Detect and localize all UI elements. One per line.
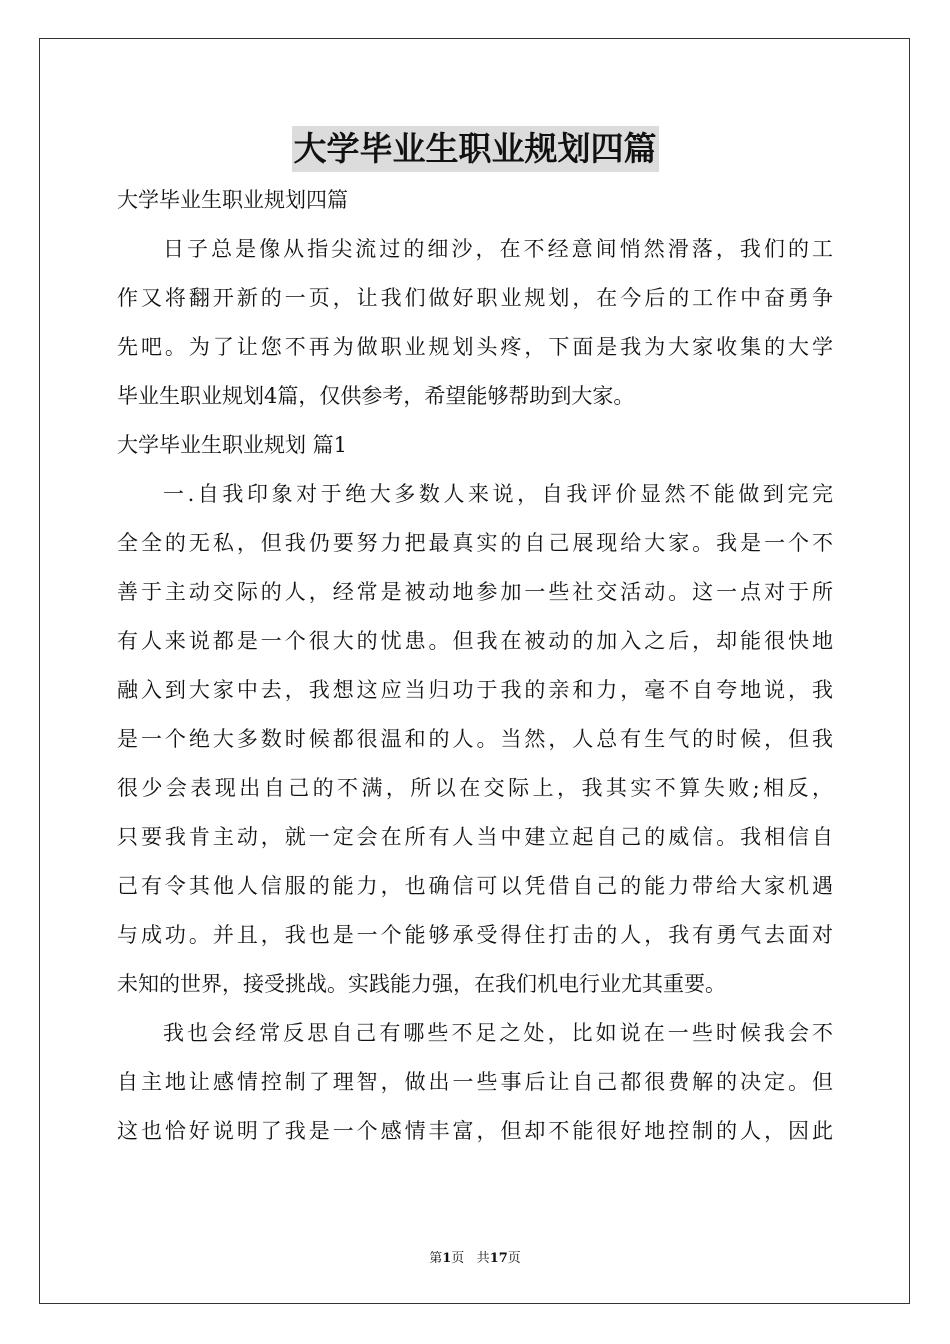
footer-total-prefix: 共 [476,1251,490,1266]
text-line: 大学毕业生职业规划四篇 [117,188,348,212]
footer-page-number: 1 [442,1251,452,1266]
text-line: 未知的世界，接受挑战。实践能力强，在我们机电行业尤其重要。 [117,972,726,996]
footer-page-prefix: 第 [429,1251,443,1266]
text-line: 先吧。为了让您不再为做职业规划头疼，下面是我为大家收集的大学 [117,335,833,359]
text-line: 善于主动交际的人，经常是被动地参加一些社交活动。这一点对于所 [117,580,833,604]
text-line: 自主地让感情控制了理智，做出一些事后让自己都很费解的决定。但 [117,1070,833,1094]
text-line: 只要我肯主动，就一定会在所有人当中建立起自己的威信。我相信自 [117,825,833,849]
page-footer [0,1247,950,1266]
document-title: 大学毕业生职业规划四篇 [292,126,659,172]
document-body [117,176,833,1156]
footer-page-suffix: 页 [451,1251,465,1266]
text-line: 毕业生职业规划4篇，仅供参考，希望能够帮助到大家。 [117,384,635,408]
text-line: 是一个绝大多数时候都很温和的人。当然，人总有生气的时候，但我 [117,727,833,751]
text-line: 融入到大家中去，我想这应当归功于我的亲和力，毫不自夸地说，我 [117,678,833,702]
text-line: 全全的无私，但我仍要努力把最真实的自己展现给大家。我是一个不 [117,531,833,555]
text-line: 大学毕业生职业规划 篇1 [117,433,348,457]
text-line: 这也恰好说明了我是一个感情丰富，但却不能很好地控制的人，因此 [117,1119,833,1143]
text-line: 作又将翻开新的一页，让我们做好职业规划，在今后的工作中奋勇争 [117,286,833,310]
footer-total-suffix: 页 [507,1251,521,1266]
footer-total-pages: 17 [489,1251,508,1266]
text-line: 有人来说都是一个很大的忧患。但我在被动的加入之后，却能很快地 [117,629,833,653]
title-container [0,126,950,172]
text-line: 己有令其他人信服的能力，也确信可以凭借自己的能力带给大家机遇 [117,874,833,898]
text-line: 我也会经常反思自己有哪些不足之处，比如说在一些时候我会不 [163,1021,833,1045]
text-line: 日子总是像从指尖流过的细沙，在不经意间悄然滑落，我们的工 [163,237,833,261]
text-line: 与成功。并且，我也是一个能够承受得住打击的人，我有勇气去面对 [117,923,833,947]
text-line: 很少会表现出自己的不满，所以在交际上，我其实不算失败;相反， [117,776,833,800]
text-line: 一.自我印象对于绝大多数人来说，自我评价显然不能做到完完 [163,482,833,506]
